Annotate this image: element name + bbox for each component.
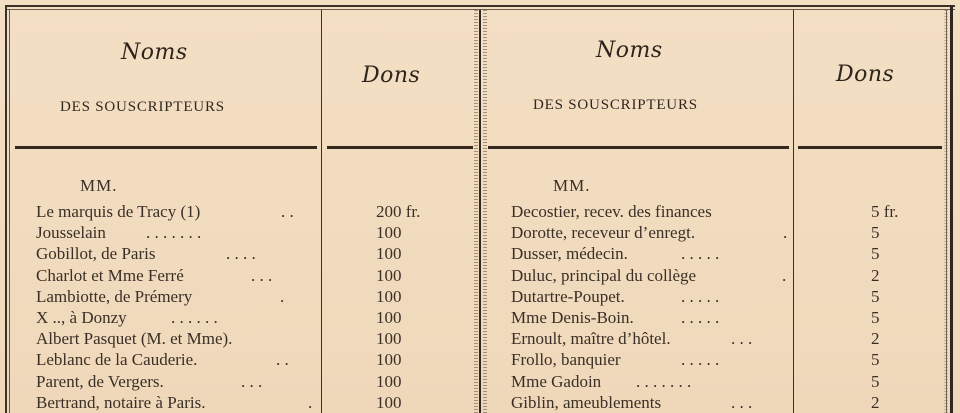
subscriber-name: Duluc, principal du collège	[511, 265, 697, 285]
subscriber-name: X .., à Donzy	[36, 307, 127, 327]
subscriber-row	[36, 243, 466, 264]
donation-amount: 200 fr.	[376, 202, 421, 221]
leader-dots: . . . .	[226, 244, 256, 264]
subscriber-row	[511, 349, 951, 370]
subscriber-row	[36, 349, 466, 370]
header-rule	[15, 146, 317, 149]
subscriber-name: Ernoult, maître d’hôtel.	[511, 329, 671, 349]
subscriber-row	[36, 307, 466, 328]
ornamental-rule	[474, 10, 478, 413]
subscriber-row	[36, 392, 466, 413]
names-subheading: DES SOUSCRIPTEURS	[60, 99, 225, 115]
names-heading: Noms	[596, 38, 663, 63]
honorific-prefix: MM.	[553, 176, 591, 195]
leader-dots: . . . . .	[681, 350, 720, 370]
left-border	[5, 5, 7, 413]
center-divider	[479, 10, 481, 413]
subscriber-row	[511, 265, 951, 286]
subscriber-name: Leblanc de la Cauderie.	[36, 350, 198, 370]
top-border	[5, 5, 955, 7]
donation-amount: 100	[376, 350, 402, 370]
subscriber-row	[36, 371, 466, 392]
leader-dots: .	[783, 223, 788, 243]
donation-amount: 5	[871, 286, 880, 306]
donations-heading: Dons	[362, 63, 421, 88]
donation-amount: 5 fr.	[871, 202, 899, 221]
donation-amount: 100	[376, 371, 402, 391]
donation-amount: 2	[871, 265, 880, 285]
leader-dots: . . . . . . .	[636, 371, 692, 391]
subscriber-name: Mme Gadoin	[511, 371, 602, 391]
donation-amount: 2	[871, 329, 880, 349]
donation-amount: 100	[376, 223, 402, 243]
donation-amount: 100	[376, 392, 402, 412]
subscriber-name: Bertrand, notaire à Paris.	[36, 392, 206, 412]
subscriber-row	[511, 371, 951, 392]
subscriber-name: Dutartre-Poupet.	[511, 286, 625, 306]
left-border-inner	[9, 9, 10, 413]
subscriber-row	[36, 265, 466, 286]
subscriber-name: Gobillot, de Paris	[36, 244, 156, 264]
leader-dots: . . . . .	[681, 244, 720, 264]
subscriber-name: Decostier, recev. des finances	[511, 202, 712, 221]
subscriber-name: Frollo, banquier	[511, 350, 621, 370]
donation-amount: 100	[376, 244, 402, 264]
donation-amount: 5	[871, 223, 880, 243]
subscriber-name: Giblin, ameublements	[511, 392, 662, 412]
subscriber-row	[511, 286, 951, 307]
subscriber-row	[36, 328, 466, 349]
leader-dots: . . . . .	[681, 286, 720, 306]
donation-amount: 2	[871, 392, 880, 412]
leader-dots: . . . . .	[681, 307, 720, 327]
donation-amount: 5	[871, 244, 880, 264]
leader-dots: . . .	[251, 265, 273, 285]
subscriber-list	[511, 201, 951, 413]
subscriber-name: Charlot et Mme Ferré	[36, 265, 184, 285]
honorific-prefix: MM.	[80, 176, 118, 195]
subscriber-row	[36, 201, 466, 222]
leader-dots: .	[308, 392, 313, 412]
subscriber-name: Dusser, médecin.	[511, 244, 628, 264]
donation-amount: 5	[871, 371, 880, 391]
header-rule	[798, 146, 942, 149]
subscriber-row	[36, 286, 466, 307]
leader-dots: .	[782, 265, 787, 285]
donation-amount: 100	[376, 329, 402, 349]
subscriber-name: Lambiotte, de Prémery	[36, 286, 193, 306]
leader-dots: . .	[281, 202, 294, 221]
donations-heading: Dons	[836, 62, 895, 87]
header-rule	[327, 146, 473, 149]
header-rule	[488, 146, 789, 149]
subscriber-name: Le marquis de Tracy (1)	[36, 202, 201, 221]
subscriber-name: Jousselain	[36, 223, 106, 243]
donation-amount: 5	[871, 307, 880, 327]
leader-dots: .	[280, 286, 285, 306]
ornamental-rule	[483, 10, 487, 413]
subscriber-name: Albert Pasquet (M. et Mme).	[36, 329, 233, 349]
leader-dots: . . .	[241, 371, 263, 391]
subscriber-row	[511, 222, 951, 243]
subscriber-row	[511, 392, 951, 413]
leader-dots: . . .	[731, 329, 753, 349]
leader-dots: . . .	[731, 392, 753, 412]
names-subheading: DES SOUSCRIPTEURS	[533, 97, 698, 113]
subscriber-list	[36, 201, 466, 413]
subscriber-row	[511, 243, 951, 264]
subscriber-row	[36, 222, 466, 243]
subscriber-row	[511, 201, 951, 222]
donation-amount: 100	[376, 307, 402, 327]
subscriber-row	[511, 328, 951, 349]
subscriber-name: Parent, de Vergers.	[36, 371, 164, 391]
leader-dots: . . . . . . .	[146, 223, 202, 243]
names-heading: Noms	[121, 40, 188, 65]
subscriber-name: Mme Denis-Boin.	[511, 307, 634, 327]
subscriber-row	[511, 307, 951, 328]
donation-amount: 5	[871, 350, 880, 370]
leader-dots: . . . . . .	[171, 307, 218, 327]
subscriber-name: Dorotte, receveur d’enregt.	[511, 223, 696, 243]
leader-dots: . .	[276, 350, 289, 370]
donation-amount: 100	[376, 286, 402, 306]
donation-amount: 100	[376, 265, 402, 285]
